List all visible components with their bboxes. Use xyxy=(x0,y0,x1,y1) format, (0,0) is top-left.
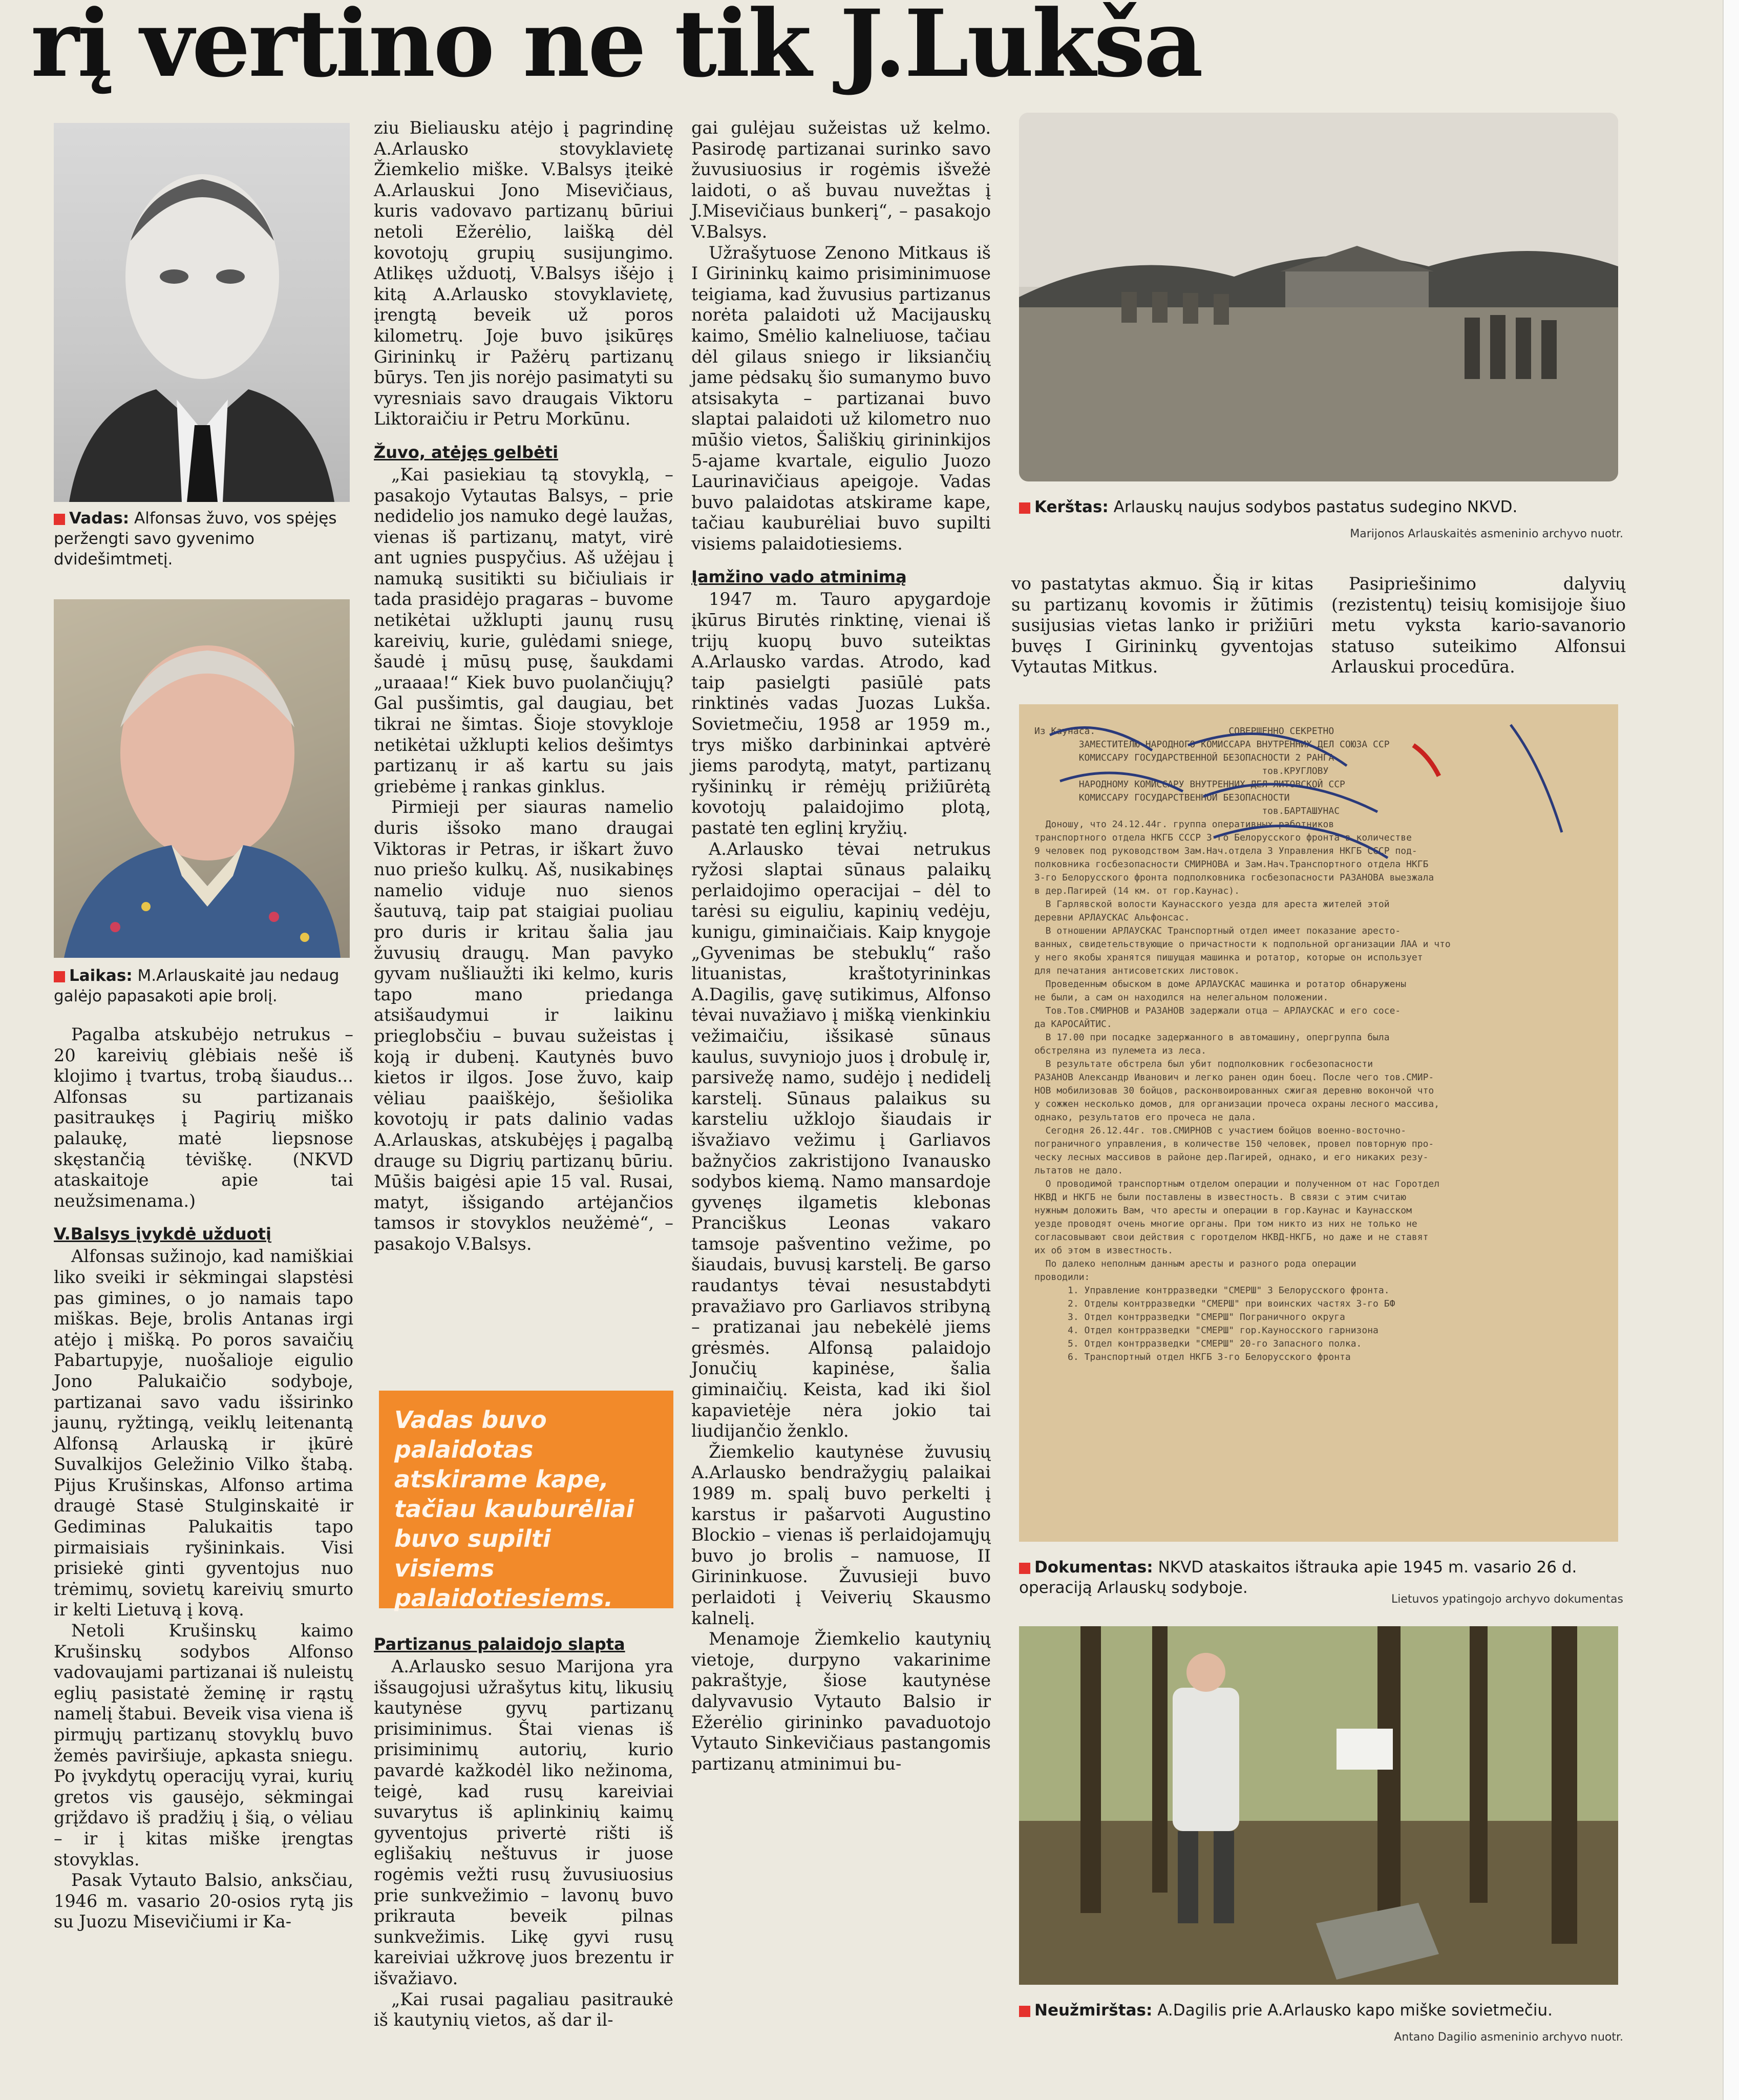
col1-paragraph-2: Alfonsas sužinojo, kad namiškiai liko sveiki ir sėkmingai slapstėsi pas gimines, o jo namais tapo miškas. Beje, brolis Antanas irgi atėjo į mišką. Po poros savaičių Pabartupyje, nuošalioje eigulio Jono Palukaičio sodyboje, partizanai savo vadu išsirinko jaunų, ryžtingą, veiklų leitenantą Alfonsą Arlauską ir įkūrė Suvalkijos Geležinio Vilko štabą. Pijus Krušinskas, Alfonso artima draugė Stasė Stulginskaitė ir Gediminas Palukaitis tapo pirmaisiais ryšininkais. Visi prisiekė ginti gyventojus nuo trėmimų, sovietų kareivių smurto ir kelti Lietuvą į kovą. xyxy=(54,1246,353,1620)
column-2-body-bottom xyxy=(374,1634,673,2031)
col3-paragraph-5: Žiemkelio kautynėse žuvusių A.Arlausko bendražygių palaikai 1989 m. spalį buvo perkelti į karstus ir pašarvoti Augustino Blockio – vienas iš perlaidojamųjų buvo jo brolis – namuose, II Girininkuose. Žuvusieji buvo perlaidoti į Veiverių Skausmo kalnelį. xyxy=(691,1441,991,1628)
portrait-young-man-photo xyxy=(54,123,350,502)
doc-line: НАРОДНОМУ КОМИССАРУ ВНУТРЕННИХ ДЕЛ ЛИТОВСКОЙ ССР xyxy=(1034,779,1345,790)
col4-paragraph-1: vo pastatytas akmuo. Šią ir kitas su partizanų kovomis ir žūtimis susijusias vietas lanko ir prižiūri buvęs I Girininkų gyventojas Vytautas Mitkus. xyxy=(1011,574,1313,677)
forest-grave-photo xyxy=(1019,1626,1618,1985)
doc-line: полковника госбезопасности СМИРНОВА и Зам.Нач.Транспортного отдела НКГБ xyxy=(1034,859,1429,870)
doc-line: В Гарлявской волости Каунасского уезда для ареста жителей этой xyxy=(1034,899,1390,910)
col3-paragraph-1: gai gulėjau sužeistas už kelmo. Pasirodę partizanai surinko savo žuvusiuosius ir rogėmis išvežė laidoti, o aš buvau nuvežtas į J.Misevičiaus bunkerį“, – pasakojo V.Balsys. xyxy=(691,118,991,242)
doc-line: их об этом в известность. xyxy=(1034,1245,1173,1256)
red-square-bullet-icon xyxy=(1019,2006,1030,2017)
col1-paragraph-4: Pasak Vytauto Balsio, anksčiau, 1946 m. vasario 20-osios rytą jis su Juozu Misevičiumi ir Ka- xyxy=(54,1870,353,1932)
doc-line: для печатания антисоветских листовок. xyxy=(1034,965,1240,976)
doc-line: Доношу, что 24.12.44г. группа оперативных работников xyxy=(1034,819,1334,830)
portrait-young-man-figure xyxy=(54,123,350,502)
pullquote: Vadas buvo palaidotas atskirame kape, tačiau kauburėliai buvo supilti visiems palaidotiesiems. xyxy=(379,1391,673,1608)
portrait-old-woman-photo xyxy=(54,599,350,958)
column-1-body xyxy=(54,1024,353,1933)
caption-kerstas-lead: Kerštas: xyxy=(1034,498,1109,516)
col1-paragraph-1: Pagalba atskubėjo netrukus – 20 kareivių glėbiais nešė iš klojimo į tvartus, trobą šiaudus... Alfonsas su partizanais pasitraukęs į Pagirių miško palaukę, matė liepsnose skęstančią tėviškę. (NKVD ataskaitoje apie tai neužsimenama.) xyxy=(54,1024,353,1211)
doc-line: не были, а сам он находился на нелегальном положении. xyxy=(1034,992,1329,1003)
red-square-bullet-icon xyxy=(54,514,65,525)
col3-paragraph-6: Menamoje Žiemkelio kautynių vietoje, durpyno vakarinime pakraštyje, šiose kautynėse dalyvavusio Vytauto Balsio ir Ežerėlio girininko pavaduotojo Vytauto Sinkevičiaus pastangomis partizanų atminimui bu- xyxy=(691,1629,991,1774)
col3-paragraph-4: A.Arlausko tėvai netrukus ryžosi slaptai sūnaus palaikų perlaidojimo operacijai – dėl to tarėsi su eiguliu, kapinių vedėju, kunigu, giminaičiais. Kaip knygoje „Gyvenimas be stebuklų“ rašo lituanistas, kraštotyrininkas A.Dagilis, gavę sutikimus, Alfonso tėvai nuvažiavo į mišką vienkinkiu vežimaičiu, išsikasė sūnaus kaulus, suvyniojo juos į drobulę ir, parsivežę namo, sudėjo į nedidelį karstelį. Sūnaus palaikus su karsteliu užklojo šiaudais ir išvažiavo vežimu į Garliavos bažnyčios zakristijono Ivanausko sodybos kiemą. Namo mansardoje gyvenęs ilgametis klebonas Pranciškus Leonas vakaro tamsoje pašventino vežime, po šiaudais, buvusį karstelį. Be garso raudantys tėvai nesustabdyti pravažiavo pro Garliavos stribyną – pratizanai jau nebekėlė jiems grėsmės. Alfonsą palaidojo Jonučių kapinėse, šalia giminaičių. Keista, kad iki šiol kapavietėje nėra jokio tai liudijančio ženklo. xyxy=(691,838,991,1441)
column-4a-body xyxy=(1011,574,1313,678)
doc-line: обстреляна из пулемета из леса. xyxy=(1034,1045,1206,1056)
col2-paragraph-4: A.Arlausko sesuo Marijona yra išsaugojusi užrašytus kitų, likusių kautynėse gyvų partizanų prisiminimus. Štai vienas iš prisiminimų autorių, kurio pavardė kažkodėl liko nežinoma, teigė, kad rusų kareiviai suvarytus iš aplinkinių kaimų gyventojus privertė rišti iš eglišakių neštuvus ir juose rogėmis vežti rusų žuvusiuosius prie sunkvežimio – lavonų buvo prikrauta beveik pilnas sunkvežimis. Likę gyvi rusų kareiviai užkrovę juos brezentu ir išvažiavo. xyxy=(374,1656,673,1988)
col3-paragraph-3: 1947 m. Tauro apygardoje įkūrus Birutės rinktinę, vienai iš trijų kuopų buvo suteiktas A.Arlausko vardas. Atrodo, kad taip pasielgti pasiūlė pats rinktinės vadas Juozas Lukša. Sovietmečiu, 1958 ar 1959 m., trys miško darbininkai aptvėrė jiems parodytą, matyt, partizanų ryšininkų ir rėmėjų prižiūrėtą kovotojų palaidojimo plotą, pastatė ten eglinį kryžių. xyxy=(691,589,991,838)
headline: rį vertino ne tik J.Lukša xyxy=(31,0,1201,98)
doc-line: Проведенным обыском в доме АРЛАУСКАС машинка и ротатор обнаружены xyxy=(1034,979,1407,990)
forest-grave-scene xyxy=(1019,1626,1618,1985)
doc-line: РАЗАНОВ Александр Иванович и легко ранен один боец. После чего тов.СМИР- xyxy=(1034,1072,1434,1083)
doc-line: у сожжен несколько домов, для организации прочеса охраны лесного массива, xyxy=(1034,1099,1440,1109)
doc-line: 4. Отдел контрразведки "СМЕРШ" гор.Кауносского гарнизона xyxy=(1034,1325,1379,1336)
doc-line: В отношении АРЛАУСКАС Транспортный отдел имеет показание аресто- xyxy=(1034,926,1401,936)
doc-line: По далеко неполным данным аресты и разного рода операции xyxy=(1034,1258,1356,1269)
red-square-bullet-icon xyxy=(54,971,65,982)
doc-line: льтатов не дало. xyxy=(1034,1165,1123,1176)
doc-line: согласовывают свои действия с горотделом НКВД-НКГБ, но даже и не ставят xyxy=(1034,1232,1429,1243)
caption-vadas xyxy=(54,508,356,570)
doc-line: О проводимой транспортным отделом операции и полученном от нас Горотдел xyxy=(1034,1179,1440,1189)
caption-vadas-lead: Vadas: xyxy=(69,509,130,528)
doc-line: однако, результатов его прочеса не дала. xyxy=(1034,1112,1257,1123)
doc-line: КОМИССАРУ ГОСУДАРСТВЕННОЙ БЕЗОПАСНОСТИ 2 РАНГА xyxy=(1034,752,1334,763)
col2-paragraph-5: „Kai rusai pagaliau pasitraukė iš kautynių vietos, aš dar il- xyxy=(374,1989,673,2030)
col3-paragraph-2: Užrašytuose Zenono Mitkaus iš I Girininkų kaimo prisiminimuose teigiama, kad žuvusius partizanus norėta palaidoti už Macijauskų kaimo, Smėlio kalneliuose, tačiau dėl gilaus sniego ir liksiančių jame pėdsakų šio sumanymo buvo atsisakyta – partizanai buvo slaptai palaidoti už kilometro nuo mūšio vietos, Šališkių girininkijos 5-ajame kvartale, eigulio Juozo Laurinavičiaus apeigoje. Vadas buvo palaidotas atskirame kape, tačiau kauburėliai buvo supilti visiems palaidotiesiems. xyxy=(691,242,991,554)
doc-line: транспортного отдела НКГБ СССР 3-го Белорусского фронта в количестве xyxy=(1034,832,1412,843)
doc-line: уезде проводят очень многие органы. При том никто из них не только не xyxy=(1034,1219,1417,1229)
caption-laikas-lead: Laikas: xyxy=(69,967,133,985)
col2-subhead-2: Partizanus palaidojo slapta xyxy=(374,1634,625,1654)
doc-line: пограничного управления, в количестве 150 человек, провел повторную про- xyxy=(1034,1139,1434,1149)
doc-line: 6. Транспортный отдел НКГБ 3-го Белорусского фронта xyxy=(1034,1352,1351,1362)
red-square-bullet-icon xyxy=(1019,502,1030,514)
col4-paragraph-2: Pasipriešinimo dalyvių (rezistentų) teisių komisijoje šiuo metu vyksta kario-savanorio statuso suteikimo Alfonsui Arlauskui procedūra. xyxy=(1331,574,1626,677)
col1-paragraph-3: Netoli Krušinskų kaimo Krušinskų sodybos Alfonso vadovaujami partizanai iš nuleistų eglių pasistatė žeminę ir rąstų namelį štabui. Beveik visa viena iš pirmųjų partizanų stovyklų buvo žemės paviršiuje, apkasta sniegu. Po įvykdytų operacijų vyrai, kurių gretos vis gausėjo, sėkmingai grįždavo iš pradžių į šią, o vėliau – ir į kitas miške įrengtas stovyklas. xyxy=(54,1621,353,1870)
nkvd-document-scan xyxy=(1019,704,1618,1542)
doc-line: НОВ мобилизовав 30 бойцов, расконвоированных сжигая деревню вокончой что xyxy=(1034,1085,1434,1096)
doc-line: В результате обстрела был убит подполковник госбезопасности xyxy=(1034,1059,1373,1069)
doc-line: да КАРОСАЙТИС. xyxy=(1034,1019,1112,1030)
doc-line: 2. Отделы контрразведки "СМЕРШ" при воинских частях 3-го БФ xyxy=(1034,1298,1395,1309)
doc-line: 9 человек под руководством Зам.Нач.отдела 3 Управления НКГБ СССР под- xyxy=(1034,846,1417,856)
farmstead-photo xyxy=(1019,113,1618,481)
col1-subhead: V.Balsys įvykdė užduotį xyxy=(54,1224,271,1244)
doc-line: 1. Управление контрразведки "СМЕРШ" 3 Белорусского фронта. xyxy=(1034,1285,1390,1296)
caption-neuzmirstas xyxy=(1019,2000,1623,2021)
doc-line: В 17.00 при посадке задержанного в автомашину, опергруппа была xyxy=(1034,1032,1390,1043)
red-square-bullet-icon xyxy=(1019,1563,1030,1574)
credit-kerstas: Marijonos Arlauskaitės asmeninio archyvo nuotr. xyxy=(1350,528,1623,540)
doc-line: КОМИССАРУ ГОСУДАРСТВЕННОЙ БЕЗОПАСНОСТИ xyxy=(1034,792,1290,803)
doc-line: тов.БАРТАШУНАС xyxy=(1034,806,1340,816)
caption-dokumentas-lead: Dokumentas: xyxy=(1034,1558,1153,1577)
doc-line: Тов.Тов.СМИРНОВ и РАЗАНОВ задержали отца – АРЛАУСКАС и его сосе- xyxy=(1034,1005,1401,1016)
doc-line: 5. Отдел контрразведки "СМЕРШ" 20-го Запасного полка. xyxy=(1034,1338,1362,1349)
doc-line: Из Каунаса. СОВЕРШЕННО СЕКРЕТНО xyxy=(1034,726,1334,737)
doc-line: НКВД и НКГБ не были поставлены в известность. В связи с этим считаю xyxy=(1034,1192,1407,1203)
caption-vadas-text: Alfonsas žuvo, vos spėjęs peržengti savo gyvenimo dvidešimtmetį. xyxy=(54,509,337,569)
doc-line: ванных, свидетельствующие о причастности к подпольной организации ЛАА и что xyxy=(1034,939,1451,950)
credit-dokumentas: Lietuvos ypatingojo archyvo dokumentas xyxy=(1391,1593,1623,1606)
credit-neuzmirstas: Antano Dagilio asmeninio archyvo nuotr. xyxy=(1394,2031,1623,2044)
caption-kerstas xyxy=(1019,497,1623,517)
caption-dokumentas-text: NKVD ataskaitos ištrauka apie 1945 m. vasario 26 d. operaciją Arlauskų sodyboje. xyxy=(1019,1558,1577,1597)
col3-subhead: Įamžino vado atminimą xyxy=(691,567,907,587)
handwritten-annotations xyxy=(1019,704,1618,1542)
doc-line: у него якобы хранятся пишущая машинка и ротатор, которые он использует xyxy=(1034,952,1423,963)
column-3-body xyxy=(691,118,991,1774)
doc-line: в дер.Пагирей (14 км. от гор.Каунас). xyxy=(1034,886,1240,896)
col2-paragraph-1: ziu Bieliausku atėjo į pagrindinę A.Arlausko stovyklavietę Žiemkelio miške. V.Balsys įteikė A.Arlauskui Jono Misevičiaus, kuris vadovavo partizanų būriui netoli Ežerėlio, laišką dėl kovotojų grupių susijungimo. Atlikęs užduotį, V.Balsys išėjo į kitą A.Arlausko stovyklavietę, įrengtą beveik už poros kilometrų. Joje buvo įsikūręs Girininkų ir Pažėrų partizanų būrys. Ten jis norėjo pasimatyti su vyresniais savo draugais Viktoru Liktoraičiu ir Petru Morkūnu. xyxy=(374,118,673,429)
caption-neuzmirstas-lead: Neužmirštas: xyxy=(1034,2001,1153,2020)
caption-laikas-text: M.Arlauskaitė jau nedaug galėjo papasakoti apie brolį. xyxy=(54,967,340,1005)
doc-line: ческу лесных массивов в районе дер.Пагирей, однако, и его никаких резу- xyxy=(1034,1152,1429,1163)
farmstead-scene xyxy=(1019,113,1618,481)
column-2-body-top xyxy=(374,118,673,1254)
doc-line: проводили: xyxy=(1034,1272,1090,1283)
col2-subhead: Žuvo, atėjęs gelbėti xyxy=(374,442,559,462)
doc-line: Сегодня 26.12.44г. тов.СМИРНОВ с участием бойцов военно-восточно- xyxy=(1034,1125,1407,1136)
caption-laikas xyxy=(54,965,356,1006)
caption-kerstas-text: Arlauskų naujus sodybos pastatus sudegino NKVD. xyxy=(1108,498,1518,516)
doc-line: нужным доложить Вам, что аресты и операции в гор.Каунас и Каунасском xyxy=(1034,1205,1412,1216)
column-4b-body xyxy=(1331,574,1626,678)
portrait-old-woman-figure xyxy=(54,599,350,958)
page-edge xyxy=(1723,0,1739,2100)
doc-line: тов.КРУГЛОВУ xyxy=(1034,766,1329,776)
doc-line: 3-го Белорусского фронта подполковника госбезопасности РАЗАНОВА выезжала xyxy=(1034,872,1434,883)
caption-neuzmirstas-text: A.Dagilis prie A.Arlausko kapo miške sovietmečiu. xyxy=(1152,2001,1553,2020)
caption-dokumentas xyxy=(1019,1557,1623,1598)
doc-line: ЗАМЕСТИТЕЛЮ НАРОДНОГО КОМИССАРА ВНУТРЕННИХ ДЕЛ СОЮЗА ССР xyxy=(1034,739,1390,750)
doc-line: деревни АРЛАУСКАС Альфонсас. xyxy=(1034,912,1190,923)
col2-paragraph-3: Pirmieji per siauras namelio duris išsoko mano draugai Viktoras ir Petras, ir iškart žuvo nuo priešo kulkų. Aš, nusikabinęs namelio viduje nuo sienos šautuvą, taip pat staigiai puoliau pro duris ir kritau šalia jau žuvusių draugų. Man pavyko gyvam nušliaužti iki kelmo, kuris tapo mano priedanga atsišaudymui ir laikinu prieglobsčiu – buvau sužeistas į koją ir dubenį. Kautynės buvo kietos ir ilgos. Jose žuvo, kaip vėliau paaiškėjo, šešiolika kovotojų ir pats dalinio vadas A.Arlauskas, atskubėjęs į pagalbą drauge su Digrių partizanų būriu. Mūšis baigėsi apie 15 val. Rusai, matyt, išsigando artėjančios tamsos ir stovyklos neužėmė“, – pasakojo V.Balsys. xyxy=(374,797,673,1254)
doc-line: 3. Отдел контрразведки "СМЕРШ" Пограничного округа xyxy=(1034,1312,1345,1322)
col2-paragraph-2: „Kai pasiekiau tą stovyklą, – pasakojo Vytautas Balsys, – prie nedidelio jos namuko degė laužas, vienas iš partizanų, matyt, virė ant ugnies puspyčius. Aš užėjau į namuką susitikti su bičiuliais ir tada prasidėjo pragaras – buvome netikėtai užklupti jaunų rusų kareivių, kurie, gulėdami sniege, šaudė į mūsų pusę, šaukdami „uraaaa!“ Kiek buvo puolančiųjų? Gal pusšimtis, gal daugiau, bet tikrai ne šimtas. Šioje stovykloje netikėtai užklupti kelios dešimtys partizanų ir aš kartu su jais griebėme į rankas ginklus. xyxy=(374,464,673,796)
